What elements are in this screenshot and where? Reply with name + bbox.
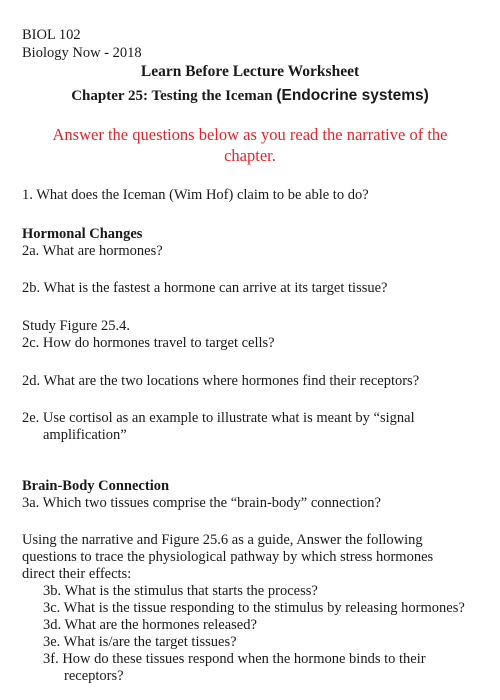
course-code: BIOL 102 bbox=[22, 27, 81, 43]
question-3f-line-1: 3f. How do these tissues respond when the hormone binds to their bbox=[43, 651, 426, 667]
question-3c: 3c. What is the tissue responding to the stimulus by releasing hormones? bbox=[43, 600, 465, 616]
chapter-heading bbox=[0, 87, 500, 105]
question-2c: 2c. How do hormones travel to target cells? bbox=[22, 335, 275, 351]
instructions-line-1: Answer the questions below as you read the narrative of the bbox=[52, 125, 448, 144]
question-2b: 2b. What is the fastest a hormone can arrive at its target tissue? bbox=[22, 280, 388, 296]
guide-text-line-2: questions to trace the physiological pathway by which stress hormones bbox=[22, 549, 434, 565]
question-2a: 2a. What are hormones? bbox=[22, 243, 163, 259]
question-3f-line-2: receptors? bbox=[64, 668, 124, 684]
question-1: 1. What does the Iceman (Wim Hof) claim to be able to do? bbox=[22, 187, 369, 203]
question-2d: 2d. What are the two locations where hormones find their receptors? bbox=[22, 373, 420, 389]
question-3e: 3e. What is/are the target tissues? bbox=[43, 634, 237, 650]
question-3b: 3b. What is the stimulus that starts the process? bbox=[43, 583, 318, 599]
question-2e-line-1: 2e. Use cortisol as an example to illustrate what is meant by “signal bbox=[22, 410, 415, 426]
study-figure-note: Study Figure 25.4. bbox=[22, 318, 130, 334]
worksheet-title: Learn Before Lecture Worksheet bbox=[140, 63, 360, 80]
guide-text-line-3: direct their effects: bbox=[22, 566, 132, 582]
question-3d: 3d. What are the hormones released? bbox=[43, 617, 257, 633]
textbook-name: Biology Now - 2018 bbox=[22, 45, 142, 61]
chapter-title: Chapter 25: Testing the Iceman bbox=[71, 88, 277, 104]
question-2e-line-2: amplification” bbox=[43, 427, 127, 443]
instructions-line-2: chapter. bbox=[224, 146, 276, 165]
chapter-topic: (Endocrine systems) bbox=[276, 87, 429, 104]
question-3a: 3a. Which two tissues comprise the “brain-body” connection? bbox=[22, 495, 381, 511]
section-heading-hormonal: Hormonal Changes bbox=[22, 226, 143, 242]
guide-text-line-1: Using the narrative and Figure 25.6 as a guide, Answer the following bbox=[22, 532, 423, 548]
section-heading-brain-body: Brain-Body Connection bbox=[22, 478, 170, 494]
